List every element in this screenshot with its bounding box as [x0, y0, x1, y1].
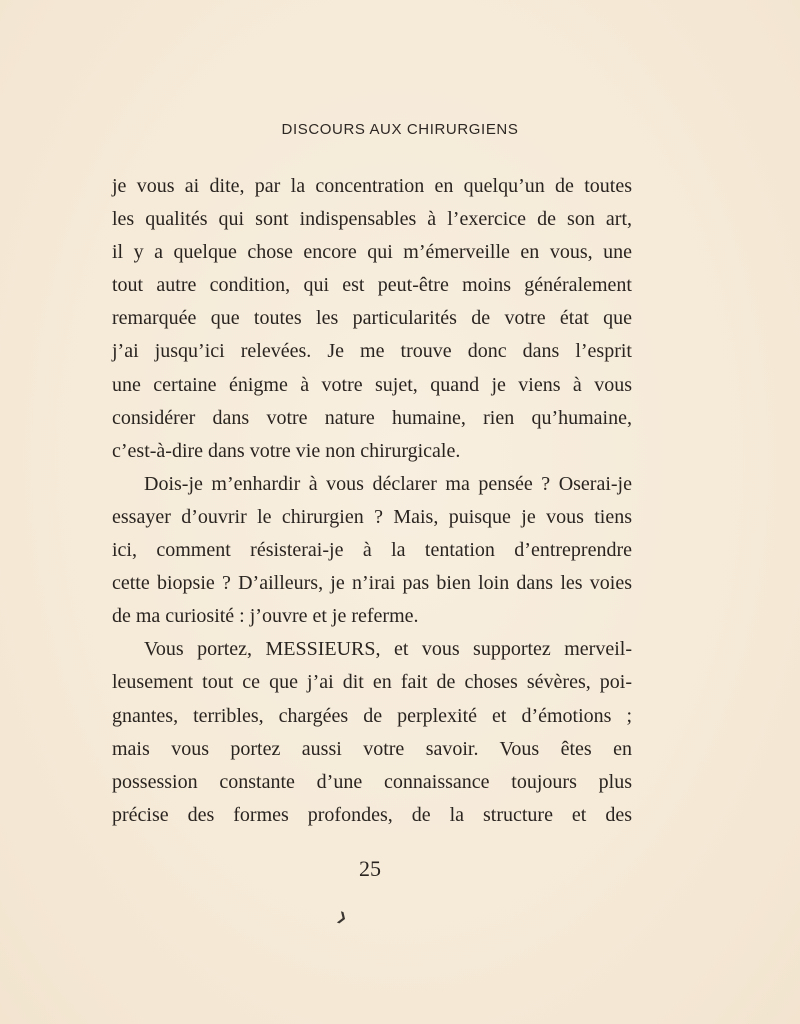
text-line: gnantes, terribles, chargées de perplexité et d’émotions ;	[112, 704, 632, 727]
body-text	[112, 170, 632, 832]
text-line: considérer dans votre nature humaine, rien qu’humaine,	[112, 406, 632, 429]
text-line: j’ai jusqu’ici relevées. Je me trouve donc dans l’esprit	[112, 340, 632, 363]
text-line: Vous portez, MESSIEURS, et vous supportez merveil-	[144, 638, 632, 661]
page-number: 25	[359, 856, 381, 881]
text-line: ici, comment résisterai-je à la tentation d’entreprendre	[112, 539, 632, 562]
text-line: possession constante d’une connaissance toujours plus	[112, 770, 632, 793]
text-line: c’est-à-dire dans votre vie non chirurgicale.	[112, 439, 461, 462]
text-line: les qualités qui sont indispensables à l’exercice de son art,	[112, 208, 632, 231]
text-line: une certaine énigme à votre sujet, quand je viens à vous	[112, 373, 632, 396]
text-line: leusement tout ce que j’ai dit en fait de choses sévères, poi-	[112, 671, 632, 694]
text-line: tout autre condition, qui est peut-être moins généralement	[112, 274, 632, 297]
text-line: de ma curiosité : j’ouvre et je referme.	[112, 605, 419, 628]
text-line: Dois-je m’enhardir à vous déclarer ma pensée ? Oserai-je	[144, 472, 632, 495]
running-head: DISCOURS AUX CHIRURGIENS	[281, 121, 519, 138]
text-line: je vous ai dite, par la concentration en quelqu’un de toutes	[112, 175, 632, 197]
text-line: remarquée que toutes les particularités de votre état que	[112, 307, 632, 330]
text-line: essayer d’ouvrir le chirurgien ? Mais, puisque je vous tiens	[112, 505, 632, 528]
text-line: mais vous portez aussi votre savoir. Vous êtes en	[112, 737, 632, 760]
ornament-icon: ❯	[335, 908, 350, 926]
text-line: cette biopsie ? D’ailleurs, je n’irai pas bien loin dans les voies	[112, 572, 632, 595]
text-line: précise des formes profondes, de la structure et des	[112, 803, 632, 826]
text-line: il y a quelque chose encore qui m’émerveille en vous, une	[112, 241, 632, 264]
